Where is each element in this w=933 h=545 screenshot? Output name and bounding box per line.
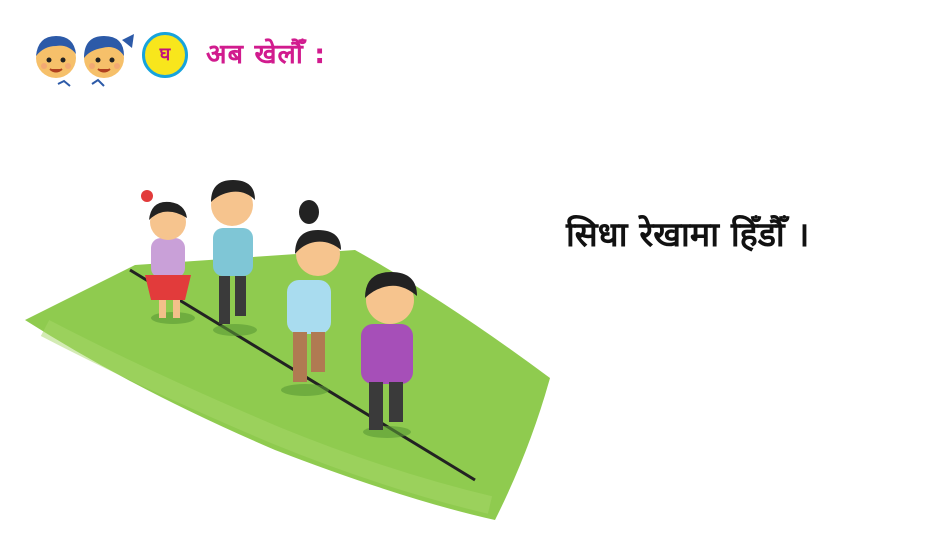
children-walking-line-illustration bbox=[25, 150, 560, 530]
section-badge bbox=[142, 32, 188, 78]
instruction-text: सिधा रेखामा हिँडौँ । bbox=[566, 215, 810, 255]
kid-faces-icon bbox=[28, 26, 138, 88]
girl-face-icon bbox=[84, 34, 134, 86]
section-badge-letter: घ bbox=[159, 44, 171, 65]
activity-header bbox=[28, 26, 388, 88]
activity-title: अब खेलौँ : bbox=[206, 39, 327, 70]
boy-face-icon bbox=[36, 36, 76, 86]
